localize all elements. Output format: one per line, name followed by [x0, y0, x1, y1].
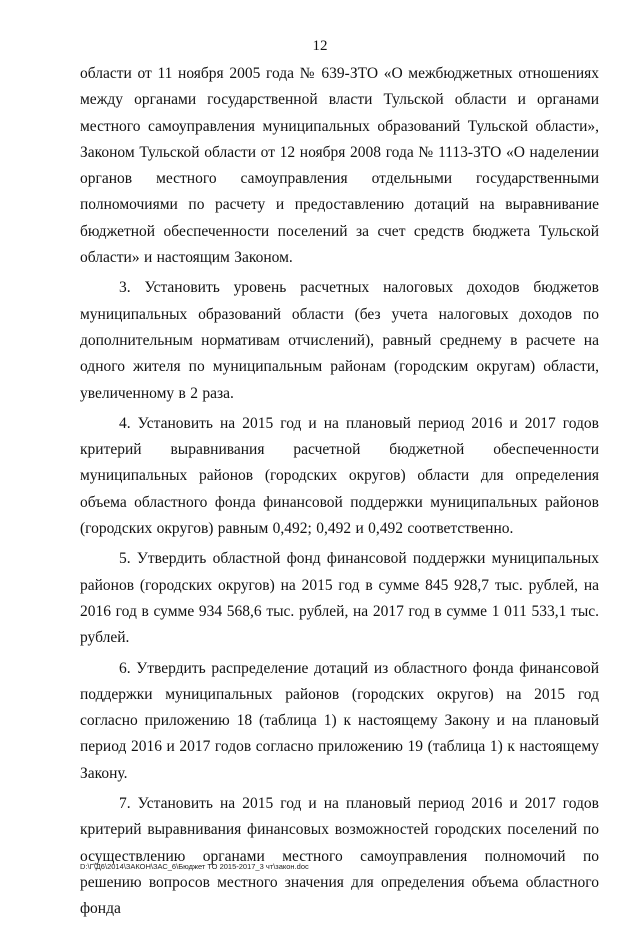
paragraph-continuation: области от 11 ноября 2005 года № 639-ЗТО «О межбюджетных отношениях между органами государственной власти Тульской области и органами местного самоуправления муниципальных образований Тульской области», Законом Тульской области от 12 ноября 2008 года № 1113-ЗТО «О наделении органов местного самоуправления отдельными государственными полномочиями по расчету и предоставлению дотаций на выравнивание бюджетной обеспеченности поселений за счет средств бюджета Тульской области» и настоящим Законом. [80, 65, 599, 267]
document-body [80, 61, 599, 927]
paragraph-item-4: 4. Установить на 2015 год и на плановый период 2016 и 2017 годов критерий выравнивания расчетной бюджетной обеспеченности муниципальных районов (городских округов) области для определения объема областного фонда финансовой поддержки муниципальных районов (городских округов) равным 0,492; 0,492 и 0,492 соответственно. [80, 414, 599, 538]
file-path-footer: D:\Г\Д6\2014\ЗАКОН\ЗАС_6\Бюджет ТО 2015-2017_3 чт\закон.doc [80, 862, 309, 871]
paragraph-item-6: 6. Утвердить распределение дотаций из областного фонда финансовой поддержки муниципальных районов (городских округов) на 2015 год согласно приложению 18 (таблица 1) к настоящему Закону и на плановый период 2016 и 2017 годов согласно приложению 19 (таблица 1) к настоящему Закону. [80, 659, 599, 782]
paragraph-item-7: 7. Установить на 2015 год и на плановый период 2016 и 2017 годов критерий выравнивания финансовых возможностей городских поселений по осуществлению органами местного самоуправления полномочий по решению вопросов местного значения для определения объема областного фонда [80, 795, 599, 918]
paragraph-item-3: 3. Установить уровень расчетных налоговых доходов бюджетов муниципальных образований области (без учета налоговых доходов по дополнительным нормативам отчислений), равный среднему в расчете на одного жителя по муниципальным районам (городским округам) области, увеличенному в 2 раза. [80, 279, 599, 402]
page-number: 12 [312, 38, 328, 54]
paragraph-item-5: 5. Утвердить областной фонд финансовой поддержки муниципальных районов (городских округов) на 2015 год в сумме 845 928,7 тыс. рублей, на 2016 год в сумме 934 568,6 тыс. рублей, на 2017 год в сумме 1 011 533,1 тыс. рублей. [80, 550, 599, 647]
